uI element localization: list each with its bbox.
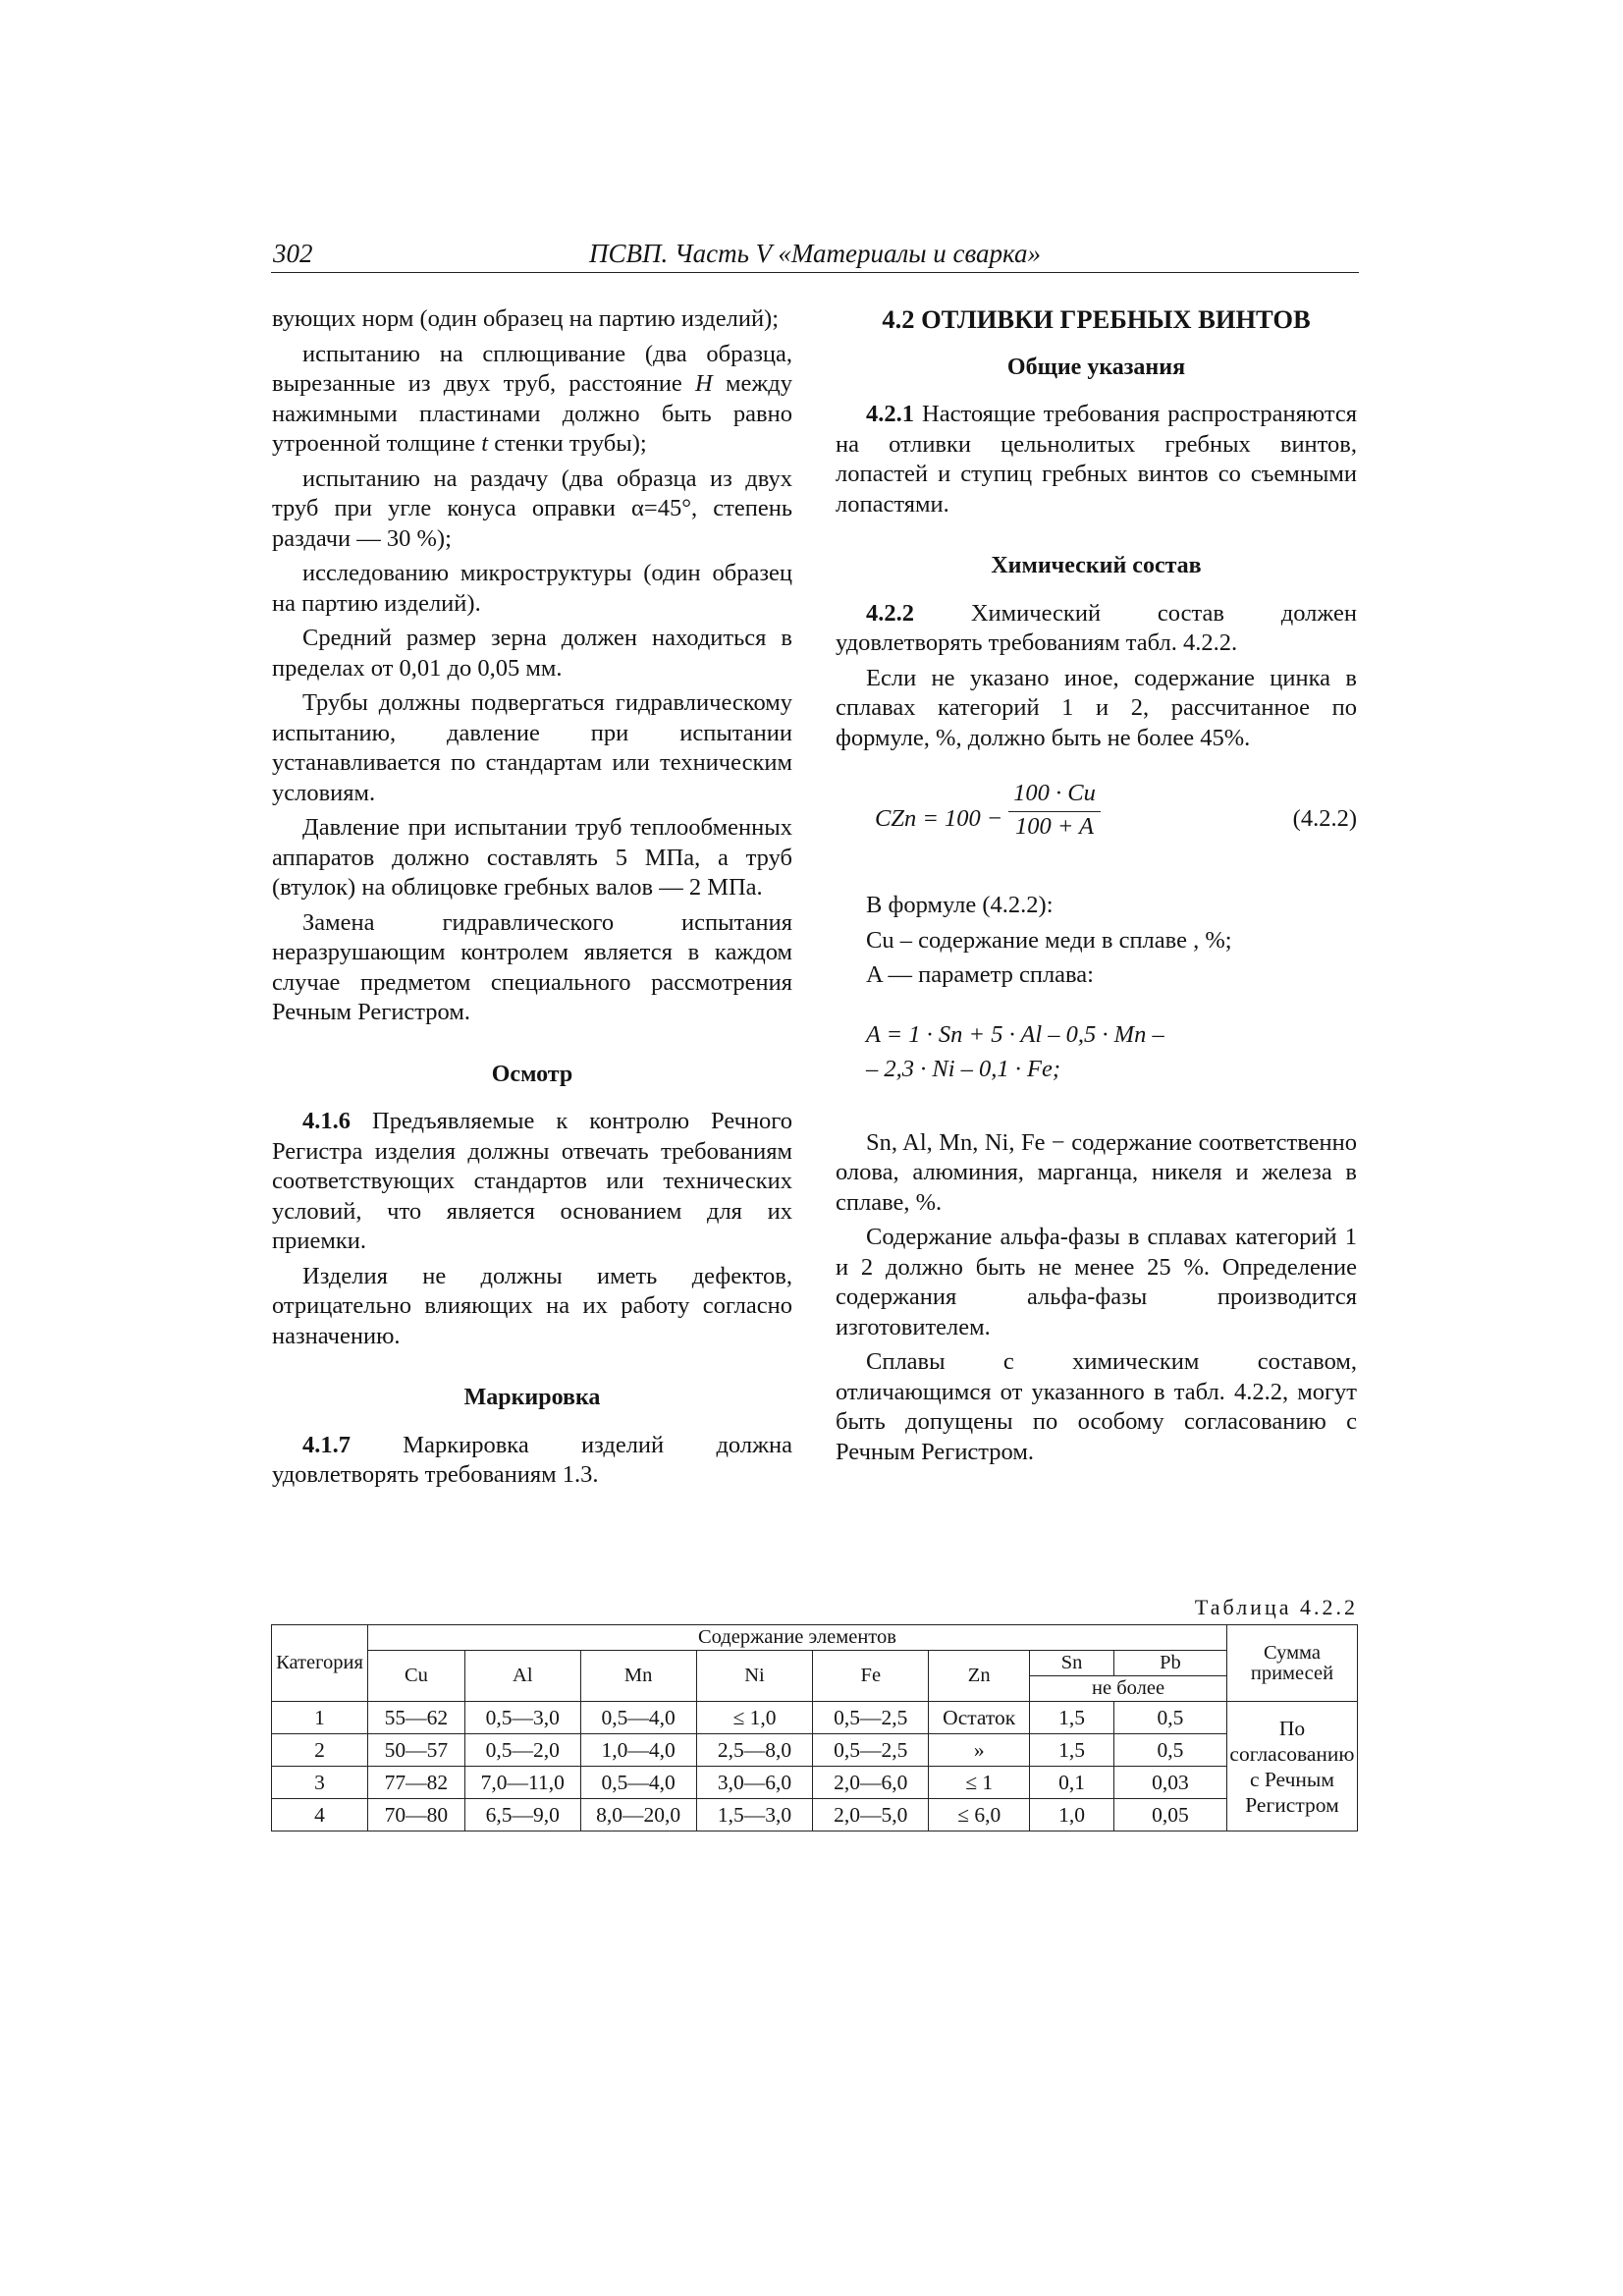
table-cell: 0,5—2,5 [813, 1734, 929, 1767]
table-row [272, 1734, 1358, 1767]
table-cell: 8,0—20,0 [580, 1799, 696, 1831]
header-sum: Сумма примесей [1226, 1625, 1357, 1702]
table-row [272, 1799, 1358, 1831]
table-cell: 0,5—2,0 [464, 1734, 580, 1767]
table-cell: 6,5—9,0 [464, 1799, 580, 1831]
paragraph: 4.2.1 Настоящие требования распространяются на отливки цельнолитых гребных винтов, лопастей и ступиц гребных винтов со съемными лопастями. [836, 401, 1357, 518]
paragraph: Если не указано иное, содержание цинка в сплавах категорий 1 и 2, рассчитанное по формуле, %, должно быть не более 45%. [836, 664, 1357, 751]
header-col: Zn [929, 1651, 1030, 1702]
table-cell: 0,5—3,0 [464, 1702, 580, 1734]
table-cell: 2,5—8,0 [696, 1734, 813, 1767]
header-category: Категория [272, 1625, 368, 1702]
table-cell: 1,5 [1030, 1702, 1114, 1734]
paragraph: Cu – содержание меди в сплаве , %; [866, 926, 1232, 954]
paragraph: исследованию микроструктуры (один образец на партию изделий). [272, 560, 792, 617]
table-cell: 0,05 [1114, 1799, 1227, 1831]
paragraph: Давление при испытании труб теплообменных аппаратов должно составлять 5 МПа, а труб (втулок) на облицовке гребных валов — 2 МПа. [272, 814, 792, 901]
table-cell: 0,5—4,0 [580, 1767, 696, 1799]
table-cell: 1,5 [1030, 1734, 1114, 1767]
table-caption: Таблица 4.2.2 [1194, 1595, 1358, 1619]
table-cell: 1,0 [1030, 1799, 1114, 1831]
table-cell: 2,0—6,0 [813, 1767, 929, 1799]
table-cell: ≤ 6,0 [929, 1799, 1030, 1831]
paragraph: Трубы должны подвергаться гидравлическому испытанию, давление при испытании устанавливается по стандартам или техническим условиям. [272, 689, 792, 806]
header-col: Cu [367, 1651, 464, 1702]
table-cell: 0,5—4,0 [580, 1702, 696, 1734]
table-cell: 70—80 [367, 1799, 464, 1831]
table-cell: 2,0—5,0 [813, 1799, 929, 1831]
paragraph: 4.1.6 Предъявляемые к контролю Речного Регистра изделия должны отвечать требованиям соответствующих стандартов или технических условий, что является основанием для их приемки. [272, 1108, 792, 1254]
paragraph: 4.1.7 Маркировка изделий должна удовлетворять требованиям 1.3. [272, 1431, 792, 1488]
table-cell: 3 [272, 1767, 368, 1799]
paragraph: В формуле (4.2.2): [866, 892, 1054, 918]
header-col: Fe [813, 1651, 929, 1702]
paragraph: испытанию на раздачу (два образца из двух труб при угле конуса оправки α=45°, степень раздачи — 30 %); [272, 465, 792, 552]
header-col: Pb [1114, 1651, 1227, 1676]
table-cell: » [929, 1734, 1030, 1767]
header-col: Ni [696, 1651, 813, 1702]
header-col: Sn [1030, 1651, 1114, 1676]
paragraph: вующих норм (один образец на партию изделий); [272, 305, 780, 332]
table-cell: 3,0—6,0 [696, 1767, 813, 1799]
sum-cell: По согласованию с Речным Регистром [1226, 1702, 1357, 1831]
table-cell: 0,1 [1030, 1767, 1114, 1799]
table-cell: 7,0—11,0 [464, 1767, 580, 1799]
paragraph: Средний размер зерна должен находиться в пределах от 0,01 до 0,05 мм. [272, 625, 792, 682]
paragraph: Sn, Al, Mn, Ni, Fe − содержание соответственно олова, алюминия, марганца, никеля и железа в сплаве, %. [836, 1128, 1357, 1216]
table-cell: 4 [272, 1799, 368, 1831]
header-content: Содержание элементов [367, 1625, 1226, 1651]
table-cell: 1,5—3,0 [696, 1799, 813, 1831]
header-col: Al [464, 1651, 580, 1702]
table-cell: 1,0—4,0 [580, 1734, 696, 1767]
page-header [271, 239, 1359, 273]
right-column [836, 304, 1357, 1472]
section-heading-marking: Маркировка [463, 1385, 601, 1410]
page-number: 302 [273, 239, 313, 268]
paragraph: Замена гидравлического испытания неразрушающим контролем является в каждом случае предметом специального рассмотрения Речным Регистром. [272, 908, 792, 1025]
equation-line: A = 1 · Sn + 5 · Al – 0,5 · Mn – [866, 1020, 1164, 1048]
formula-4-2-2 [836, 775, 1357, 863]
paragraph: 4.2.2 Химический состав должен удовлетворять требованиям табл. 4.2.2. [836, 599, 1357, 656]
paragraph: A — параметр сплава: [866, 961, 1094, 988]
table-cell: 77—82 [367, 1767, 464, 1799]
formula-fraction [1008, 779, 1101, 842]
table-cell: 0,03 [1114, 1767, 1227, 1799]
table-cell: 0,5—2,5 [813, 1702, 929, 1734]
section-heading-chem: Химический состав [991, 553, 1202, 578]
table-cell: 50—57 [367, 1734, 464, 1767]
table-cell: ≤ 1,0 [696, 1702, 813, 1734]
section-heading-osmotr: Осмотр [491, 1061, 573, 1087]
table-cell: 55—62 [367, 1702, 464, 1734]
formula-numerator: 100 · Cu [1008, 779, 1101, 812]
paragraph: Содержание альфа-фазы в сплавах категорий 1 и 2 должно быть не менее 25 %. Определение содержания альфа-фазы производится изготовителем. [836, 1224, 1357, 1340]
table-cell: 0,5 [1114, 1734, 1227, 1767]
chemical-composition-table [271, 1624, 1358, 1831]
section-heading-main: 4.2 ОТЛИВКИ ГРЕБНЫХ ВИНТОВ [882, 304, 1311, 334]
left-column [272, 304, 792, 1496]
table-row [272, 1767, 1358, 1799]
paragraph: испытанию на сплющивание (два образца, вырезанные из двух труб, расстояние H между нажимными пластинами должно быть равно утроенной толщине t стенки трубы); [272, 340, 792, 457]
formula-denominator: 100 + A [1014, 812, 1095, 840]
table-cell: ≤ 1 [929, 1767, 1030, 1799]
header-col: Mn [580, 1651, 696, 1702]
table-cell: 1 [272, 1702, 368, 1734]
table-row [272, 1702, 1358, 1734]
paragraph: Изделия не должны иметь дефектов, отрицательно влияющих на их работу согласно назначению. [272, 1262, 792, 1349]
equation-line: – 2,3 · Ni – 0,1 · Fe; [866, 1056, 1061, 1082]
formula-lhs: CZn = 100 − [875, 805, 1003, 832]
section-heading-general: Общие указания [1006, 354, 1186, 380]
formula-number: (4.2.2) [1292, 805, 1357, 832]
table-cell: 0,5 [1114, 1702, 1227, 1734]
running-title: ПСВП. Часть V «Материалы и сварка» [588, 239, 1041, 268]
table-cell: 2 [272, 1734, 368, 1767]
header-max: не более [1030, 1676, 1227, 1702]
paragraph: Сплавы с химическим составом, отличающимся от указанного в табл. 4.2.2, могут быть допущены по особому согласованию с Речным Регистром. [836, 1348, 1357, 1465]
table-cell: Остаток [929, 1702, 1030, 1734]
